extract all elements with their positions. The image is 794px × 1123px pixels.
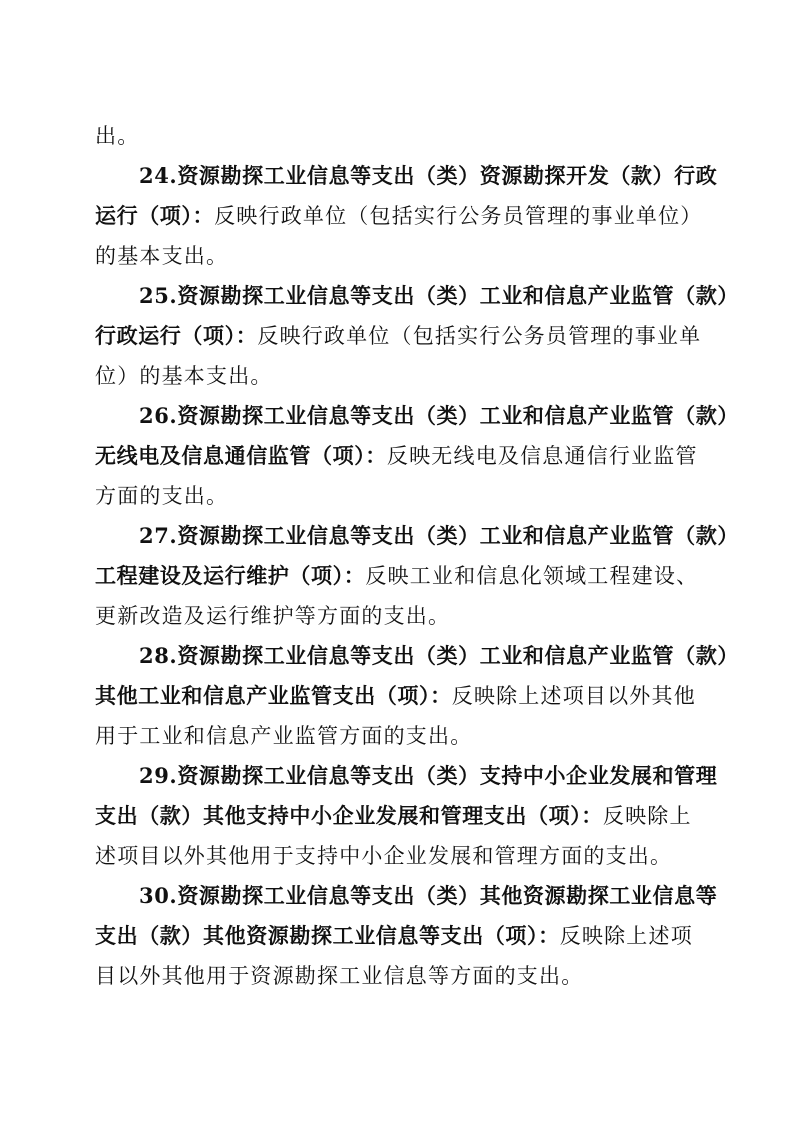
item-heading-text: 28.资源勘探工业信息等支出（类）工业和信息产业监管（款） [139,643,739,668]
item-heading-text: 24.资源勘探工业信息等支出（类）资源勘探开发（款）行政 [139,163,718,188]
document-page [95,116,739,996]
text-line [95,396,739,436]
text-line [95,716,705,756]
text-line [95,476,705,516]
text-line [95,196,705,236]
text-line [95,916,705,956]
expenditure-item [95,156,718,276]
text-line [95,316,705,356]
item-heading-text: 支出（款）其他支持中小企业发展和管理支出（项）： [95,803,603,828]
text-line [95,836,705,876]
item-heading-text: 27.资源勘探工业信息等支出（类）工业和信息产业监管（款） [139,523,739,548]
item-description-text: 方面的支出。 [95,484,229,508]
item-heading-text: 25.资源勘探工业信息等支出（类）工业和信息产业监管（款） [139,283,739,308]
expenditure-item [95,276,739,396]
item-description-text: 目以外其他用于资源勘探工业信息等方面的支出。 [95,964,584,988]
text-line [95,636,739,676]
item-heading-text: 其他工业和信息产业监管支出（项）： [95,683,452,708]
item-description-text: 更新改造及运行维护等方面的支出。 [95,604,451,628]
item-description-text: 位）的基本支出。 [95,364,273,388]
item-description-text: 反映除上述项 [559,924,693,948]
expenditure-item [95,636,739,756]
expenditure-item [95,516,739,636]
continuation-text: 出。 [95,124,140,148]
text-line [95,676,705,716]
item-description-text: 用于工业和信息产业监管方面的支出。 [95,724,473,748]
text-line [95,156,718,196]
item-description-text: 反映行政单位（包括实行公务员管理的事业单 [257,324,702,348]
item-heading-text: 29.资源勘探工业信息等支出（类）支持中小企业发展和管理 [139,763,718,788]
item-heading-text: 行政运行（项）： [95,323,258,348]
text-line [95,276,739,316]
item-description-text: 反映无线电及信息通信行业监管 [386,444,698,468]
text-line [95,516,739,556]
item-description-text: 反映工业和信息化领域工程建设、 [365,564,699,588]
text-line [95,356,705,396]
item-description-text: 反映除上述项目以外其他 [451,684,696,708]
item-description-text: 述项目以外其他用于支持中小企业发展和管理方面的支出。 [95,844,673,868]
text-line [95,436,705,476]
item-heading-text: 工程建设及运行维护（项）： [95,563,366,588]
expenditure-item [95,396,739,516]
text-line [95,236,705,276]
item-heading-text: 26.资源勘探工业信息等支出（类）工业和信息产业监管（款） [139,403,739,428]
text-line [95,796,705,836]
item-heading-text: 运行（项）： [95,203,215,228]
text-line [95,596,705,636]
text-line [95,956,705,996]
item-description-text: 反映行政单位（包括实行公务员管理的事业单位） [214,204,703,228]
text-line [95,556,705,596]
expenditure-item [95,876,718,996]
text-line [95,876,718,916]
item-description-text: 反映除上 [602,804,692,828]
item-heading-text: 30.资源勘探工业信息等支出（类）其他资源勘探工业信息等 [139,883,718,908]
item-heading-text: 无线电及信息通信监管（项）： [95,443,387,468]
expenditure-item [95,756,718,876]
item-description-text: 的基本支出。 [95,244,229,268]
item-heading-text: 支出（款）其他资源勘探工业信息等支出（项）： [95,923,560,948]
text-line [95,756,718,796]
expenditure-item-list [95,156,739,996]
